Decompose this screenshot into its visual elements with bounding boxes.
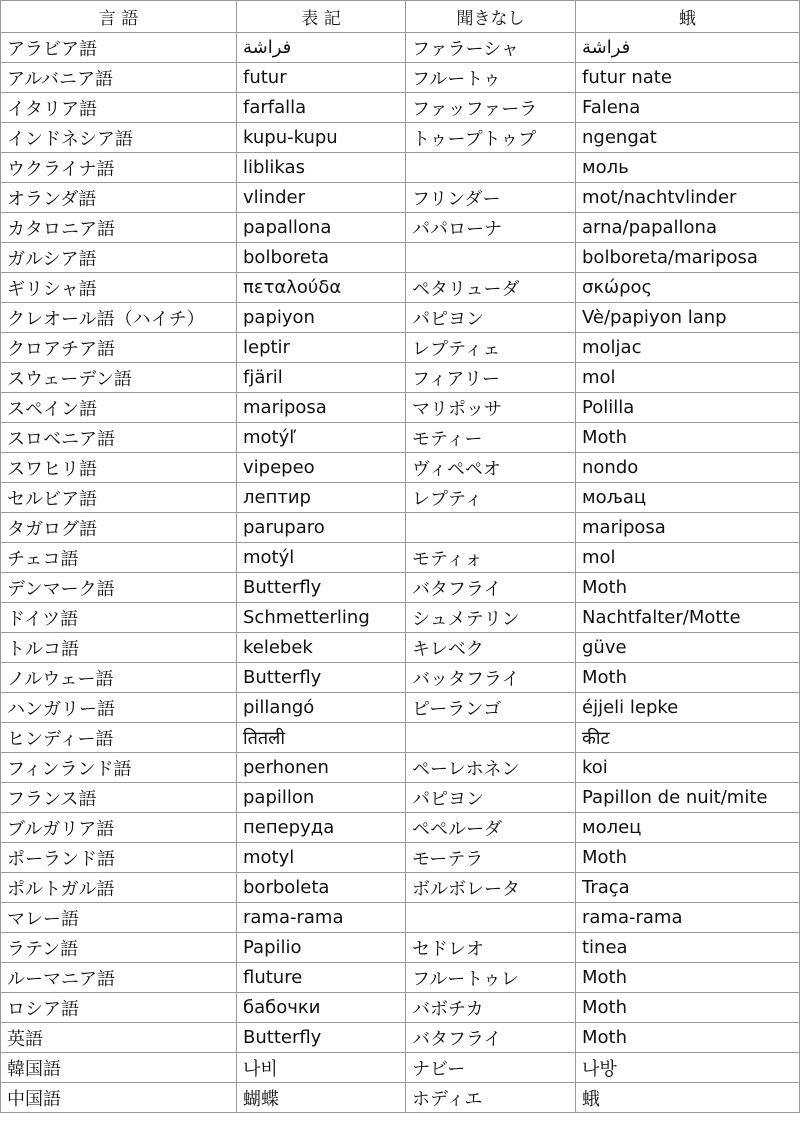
cell-notation: fjäril bbox=[237, 363, 406, 393]
cell-notation: borboleta bbox=[237, 873, 406, 903]
cell-pronunciation: ボルボレータ bbox=[406, 873, 576, 903]
cell-notation: лептир bbox=[237, 483, 406, 513]
cell-pronunciation: ファラーシャ bbox=[406, 33, 576, 63]
table-row bbox=[1, 1023, 800, 1053]
cell-language: チェコ語 bbox=[1, 543, 237, 573]
cell-language: アルバニア語 bbox=[1, 63, 237, 93]
cell-notation: бабочки bbox=[237, 993, 406, 1023]
cell-pronunciation: シュメテリン bbox=[406, 603, 576, 633]
cell-pronunciation: バボチカ bbox=[406, 993, 576, 1023]
cell-language: インドネシア語 bbox=[1, 123, 237, 153]
table-row bbox=[1, 963, 800, 993]
cell-pronunciation bbox=[406, 723, 576, 753]
cell-language: フランス語 bbox=[1, 783, 237, 813]
cell-language: ノルウェー語 bbox=[1, 663, 237, 693]
cell-moth: rama-rama bbox=[576, 903, 800, 933]
cell-pronunciation: ピーランゴ bbox=[406, 693, 576, 723]
cell-moth: Moth bbox=[576, 423, 800, 453]
cell-pronunciation: ナビー bbox=[406, 1053, 576, 1083]
header-pronunciation: 聞きなし bbox=[406, 1, 576, 33]
table-row bbox=[1, 213, 800, 243]
table-row bbox=[1, 393, 800, 423]
table-row bbox=[1, 63, 800, 93]
cell-moth: arna/papallona bbox=[576, 213, 800, 243]
cell-moth: Vè/papiyon lanp bbox=[576, 303, 800, 333]
cell-notation: vlinder bbox=[237, 183, 406, 213]
table-row bbox=[1, 93, 800, 123]
table-row bbox=[1, 273, 800, 303]
cell-moth: 나방 bbox=[576, 1053, 800, 1083]
cell-language: イタリア語 bbox=[1, 93, 237, 123]
cell-pronunciation: ペペルーダ bbox=[406, 813, 576, 843]
cell-language: スワヒリ語 bbox=[1, 453, 237, 483]
cell-moth: bolboreta/mariposa bbox=[576, 243, 800, 273]
table-row bbox=[1, 813, 800, 843]
table-row bbox=[1, 483, 800, 513]
cell-language: ウクライナ語 bbox=[1, 153, 237, 183]
cell-pronunciation: ペタリューダ bbox=[406, 273, 576, 303]
cell-moth: молец bbox=[576, 813, 800, 843]
cell-language: ヒンディー語 bbox=[1, 723, 237, 753]
cell-pronunciation: フリンダー bbox=[406, 183, 576, 213]
cell-pronunciation bbox=[406, 243, 576, 273]
cell-pronunciation: モーテラ bbox=[406, 843, 576, 873]
cell-language: マレー語 bbox=[1, 903, 237, 933]
cell-notation: Butterfly bbox=[237, 1023, 406, 1053]
cell-pronunciation: フルートゥレ bbox=[406, 963, 576, 993]
cell-pronunciation: バッタフライ bbox=[406, 663, 576, 693]
table-row bbox=[1, 873, 800, 903]
cell-notation: пеперуда bbox=[237, 813, 406, 843]
cell-notation: motýl bbox=[237, 543, 406, 573]
cell-moth: mol bbox=[576, 543, 800, 573]
table-row bbox=[1, 303, 800, 333]
cell-language: フィンランド語 bbox=[1, 753, 237, 783]
table-row bbox=[1, 693, 800, 723]
cell-pronunciation: マリポッサ bbox=[406, 393, 576, 423]
cell-notation: perhonen bbox=[237, 753, 406, 783]
cell-moth: Nachtfalter/Motte bbox=[576, 603, 800, 633]
cell-moth: Falena bbox=[576, 93, 800, 123]
cell-pronunciation: バタフライ bbox=[406, 573, 576, 603]
cell-moth: Moth bbox=[576, 573, 800, 603]
cell-notation: فراشة bbox=[237, 33, 406, 63]
cell-moth: Moth bbox=[576, 843, 800, 873]
cell-notation: liblikas bbox=[237, 153, 406, 183]
cell-notation: motyl bbox=[237, 843, 406, 873]
cell-moth: कीट bbox=[576, 723, 800, 753]
cell-pronunciation: トゥープトゥプ bbox=[406, 123, 576, 153]
cell-moth: Polilla bbox=[576, 393, 800, 423]
cell-language: セルビア語 bbox=[1, 483, 237, 513]
cell-language: ギリシャ語 bbox=[1, 273, 237, 303]
cell-pronunciation: パピヨン bbox=[406, 783, 576, 813]
cell-language: ポルトガル語 bbox=[1, 873, 237, 903]
cell-moth: moljac bbox=[576, 333, 800, 363]
table-row bbox=[1, 123, 800, 153]
cell-language: ラテン語 bbox=[1, 933, 237, 963]
table-header bbox=[1, 1, 800, 33]
cell-pronunciation: レプティェ bbox=[406, 333, 576, 363]
cell-notation: papiyon bbox=[237, 303, 406, 333]
cell-moth: мољац bbox=[576, 483, 800, 513]
cell-language: クロアチア語 bbox=[1, 333, 237, 363]
cell-pronunciation: モティー bbox=[406, 423, 576, 453]
table-row bbox=[1, 453, 800, 483]
cell-moth: فراشة bbox=[576, 33, 800, 63]
table-row bbox=[1, 423, 800, 453]
cell-language: アラビア語 bbox=[1, 33, 237, 63]
table-row bbox=[1, 1083, 800, 1113]
cell-moth: Moth bbox=[576, 1023, 800, 1053]
table-row bbox=[1, 843, 800, 873]
header-row bbox=[1, 1, 800, 33]
cell-moth: Moth bbox=[576, 663, 800, 693]
cell-notation: mariposa bbox=[237, 393, 406, 423]
cell-language: ブルガリア語 bbox=[1, 813, 237, 843]
table-row bbox=[1, 603, 800, 633]
cell-language: スペイン語 bbox=[1, 393, 237, 423]
header-moth: 蛾 bbox=[576, 1, 800, 33]
cell-notation: Butterfly bbox=[237, 573, 406, 603]
cell-moth: nondo bbox=[576, 453, 800, 483]
table-row bbox=[1, 903, 800, 933]
table-row bbox=[1, 573, 800, 603]
cell-moth: 蛾 bbox=[576, 1083, 800, 1113]
cell-notation: fluture bbox=[237, 963, 406, 993]
cell-notation: kupu-kupu bbox=[237, 123, 406, 153]
cell-pronunciation: レプティ bbox=[406, 483, 576, 513]
cell-notation: vipepeo bbox=[237, 453, 406, 483]
cell-language: ポーランド語 bbox=[1, 843, 237, 873]
table-row bbox=[1, 363, 800, 393]
cell-notation: kelebek bbox=[237, 633, 406, 663]
cell-notation: pillangó bbox=[237, 693, 406, 723]
cell-moth: ngengat bbox=[576, 123, 800, 153]
table-row bbox=[1, 783, 800, 813]
table-row bbox=[1, 993, 800, 1023]
table-row bbox=[1, 153, 800, 183]
table-row bbox=[1, 723, 800, 753]
cell-pronunciation: モティォ bbox=[406, 543, 576, 573]
cell-moth: mot/nachtvlinder bbox=[576, 183, 800, 213]
cell-pronunciation: パパローナ bbox=[406, 213, 576, 243]
cell-notation: πεταλούδα bbox=[237, 273, 406, 303]
header-language: 言 語 bbox=[1, 1, 237, 33]
cell-moth: Moth bbox=[576, 963, 800, 993]
cell-notation: 나비 bbox=[237, 1053, 406, 1083]
cell-moth: éjjeli lepke bbox=[576, 693, 800, 723]
cell-notation: paruparo bbox=[237, 513, 406, 543]
cell-notation: Butterfly bbox=[237, 663, 406, 693]
cell-moth: mol bbox=[576, 363, 800, 393]
cell-language: 韓国語 bbox=[1, 1053, 237, 1083]
cell-pronunciation: フルートゥ bbox=[406, 63, 576, 93]
cell-notation: bolboreta bbox=[237, 243, 406, 273]
table-row bbox=[1, 633, 800, 663]
cell-pronunciation: バタフライ bbox=[406, 1023, 576, 1053]
cell-notation: papallona bbox=[237, 213, 406, 243]
cell-pronunciation: ホディエ bbox=[406, 1083, 576, 1113]
cell-notation: leptir bbox=[237, 333, 406, 363]
cell-language: デンマーク語 bbox=[1, 573, 237, 603]
cell-moth: Moth bbox=[576, 993, 800, 1023]
cell-pronunciation: キレベク bbox=[406, 633, 576, 663]
cell-moth: güve bbox=[576, 633, 800, 663]
cell-notation: Papilio bbox=[237, 933, 406, 963]
cell-pronunciation: ペーレホネン bbox=[406, 753, 576, 783]
table-row bbox=[1, 243, 800, 273]
cell-pronunciation: パピヨン bbox=[406, 303, 576, 333]
table-row bbox=[1, 933, 800, 963]
table-row bbox=[1, 333, 800, 363]
cell-moth: koi bbox=[576, 753, 800, 783]
table-row bbox=[1, 663, 800, 693]
cell-language: クレオール語（ハイチ） bbox=[1, 303, 237, 333]
cell-moth: σκώρος bbox=[576, 273, 800, 303]
cell-moth: Papillon de nuit/mite bbox=[576, 783, 800, 813]
cell-language: ロシア語 bbox=[1, 993, 237, 1023]
cell-pronunciation: フィアリー bbox=[406, 363, 576, 393]
table-row bbox=[1, 33, 800, 63]
table-row bbox=[1, 543, 800, 573]
cell-language: カタロニア語 bbox=[1, 213, 237, 243]
table-row bbox=[1, 753, 800, 783]
table-row bbox=[1, 183, 800, 213]
cell-language: スウェーデン語 bbox=[1, 363, 237, 393]
cell-moth: mariposa bbox=[576, 513, 800, 543]
header-notation: 表 記 bbox=[237, 1, 406, 33]
table-row bbox=[1, 513, 800, 543]
cell-language: ガルシア語 bbox=[1, 243, 237, 273]
cell-pronunciation: セドレオ bbox=[406, 933, 576, 963]
cell-notation: futur bbox=[237, 63, 406, 93]
cell-language: ハンガリー語 bbox=[1, 693, 237, 723]
table-body bbox=[1, 33, 800, 1113]
cell-notation: rama-rama bbox=[237, 903, 406, 933]
cell-moth: tinea bbox=[576, 933, 800, 963]
cell-pronunciation bbox=[406, 513, 576, 543]
cell-notation: तितली bbox=[237, 723, 406, 753]
cell-language: タガログ語 bbox=[1, 513, 237, 543]
cell-language: スロベニア語 bbox=[1, 423, 237, 453]
cell-language: トルコ語 bbox=[1, 633, 237, 663]
cell-moth: futur nate bbox=[576, 63, 800, 93]
cell-notation: motýľ bbox=[237, 423, 406, 453]
cell-language: ルーマニア語 bbox=[1, 963, 237, 993]
cell-pronunciation: ヴィペペオ bbox=[406, 453, 576, 483]
cell-pronunciation bbox=[406, 903, 576, 933]
cell-language: オランダ語 bbox=[1, 183, 237, 213]
cell-language: ドイツ語 bbox=[1, 603, 237, 633]
cell-language: 中国語 bbox=[1, 1083, 237, 1113]
cell-pronunciation bbox=[406, 153, 576, 183]
cell-moth: Traça bbox=[576, 873, 800, 903]
cell-notation: papillon bbox=[237, 783, 406, 813]
cell-notation: farfalla bbox=[237, 93, 406, 123]
table-row bbox=[1, 1053, 800, 1083]
cell-language: 英語 bbox=[1, 1023, 237, 1053]
cell-moth: моль bbox=[576, 153, 800, 183]
cell-notation: 蝴蝶 bbox=[237, 1083, 406, 1113]
cell-notation: Schmetterling bbox=[237, 603, 406, 633]
cell-pronunciation: ファッファーラ bbox=[406, 93, 576, 123]
